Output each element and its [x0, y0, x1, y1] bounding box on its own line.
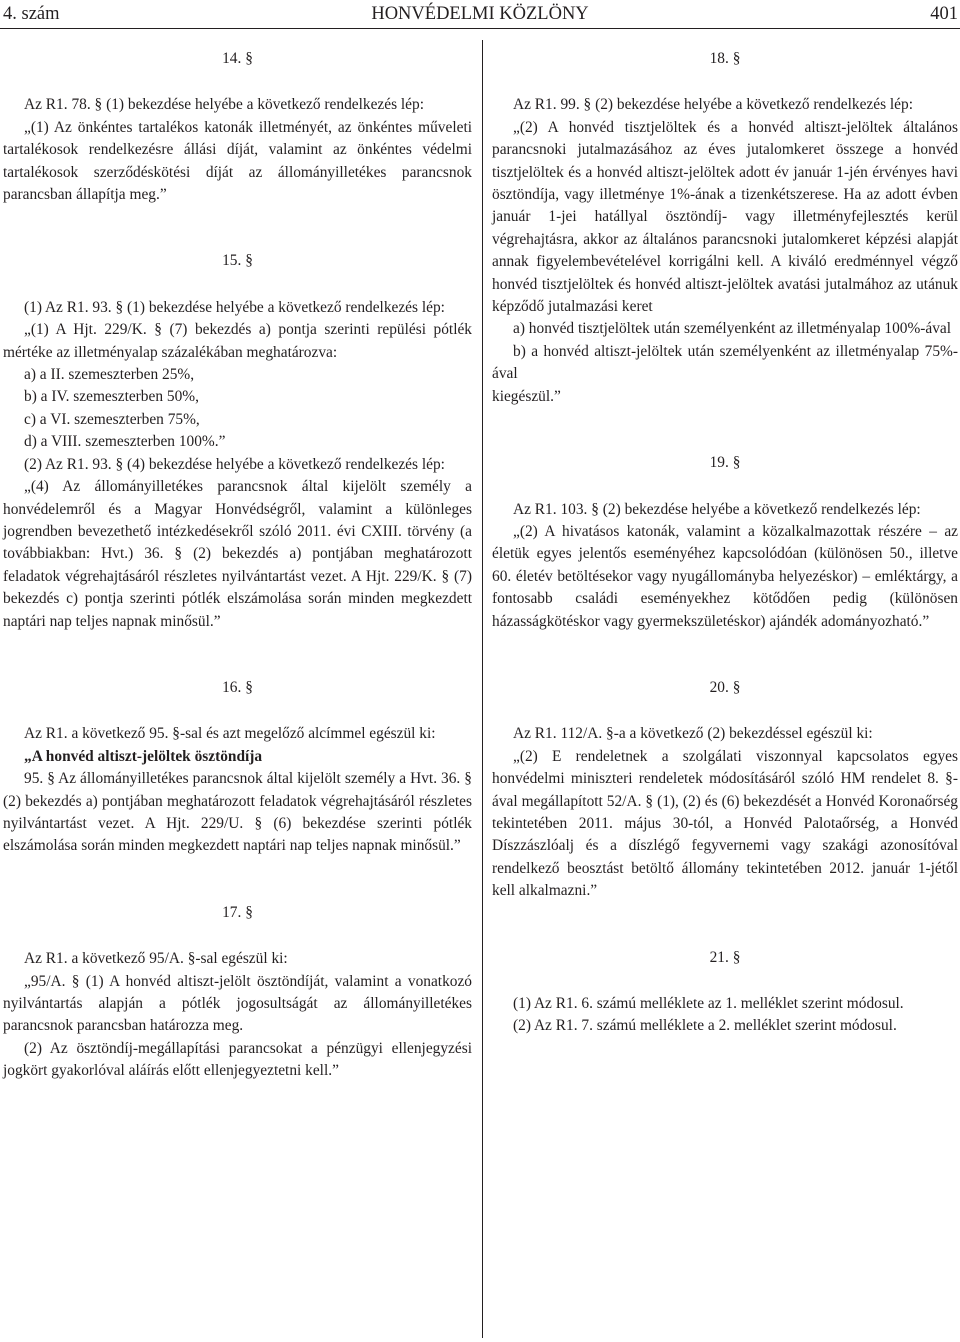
section-20-title: 20. §	[709, 678, 741, 696]
section-21-para-1: (1) Az R1. 6. számú melléklete az 1. melléklet szerint módosul.	[513, 995, 904, 1012]
section-16-intro: Az R1. a következő 95. §-sal és azt megelőző alcímmel egészül ki:	[24, 725, 436, 743]
section-15-para-2-text: „(4) Az állományilletékes parancsnok által kijelölt személy a honvédelemről és a Magyar Honvédségről, valamint a különleges jogrendben bevezethető intézkedésekről szóló 2011. évi CXIII. törvény (a továbbiakban: Hvt.) 36. § (2) bekezdés a) pontjában meghatározott feladatok végrehajtásáról részletes nyilvántartást vezet. A Hjt. 229/K. § (7) bekezdés c) pontja szerinti pótlék elszámolása során minden megkezdett naptári nap teljes napnak minősül.”	[3, 478, 472, 630]
section-17-intro: Az R1. a következő 95/A. §-sal egészül ki:	[24, 950, 288, 968]
section-20-intro: Az R1. 112/A. §-a a következő (2) bekezdéssel egészül ki:	[513, 725, 873, 743]
section-19-intro: Az R1. 103. § (2) bekezdése helyébe a következő rendelkezés lép:	[513, 500, 921, 518]
section-21-para-2: (2) Az R1. 7. számú melléklete a 2. melléklet szerint módosul.	[513, 1017, 897, 1035]
section-20-text: „(2) E rendeletnek a szolgálati viszonnyal kapcsolatos egyes honvédelmi miniszteri rendeletek módosításáról szóló HM rendelet 8. §-ával megállapított 52/A. § (1), (2) és (6) bekezdését a Honvéd Koronaőrség tekintetében 2011. május 30-tól, a Honvéd Palotaőrség, a Honvéd Díszzászlóalj és a díszlégő fegyvernemi vagy szakági azonosítóval rendelkező beosztást betöltő állomány tekintetében 2012. január 1-jétől kell alkalmazni.”	[492, 747, 958, 900]
left-column	[3, 40, 472, 1083]
section-19-title: 19. §	[709, 454, 741, 472]
issue-number: 4. szám	[3, 4, 60, 24]
section-15-text: „(1) A Hjt. 229/K. § (7) bekezdés a) pontja szerinti repülési pótlék mértéke az illetményalap százalékában meghatározva:	[3, 321, 472, 361]
journal-title: HONVÉDELMI KÖZLÖNY	[371, 4, 589, 24]
section-18-item-b: b) a honvéd altiszt-jelöltek után személyenként az illetményalap 75%-ával	[492, 342, 958, 383]
section-18-text: „(2) A honvéd tisztjelöltek és a honvéd altiszt-jelöltek általános parancsnoki jutalmazásához az éves jutalomkeret összege a honvéd tisztjelöltek és a honvéd altiszt-jelöltek adott év január 1-jén érvényes havi ösztöndíja, vagy illetménye 1%-ának a tizenkétszerese. Ha az adott évben január 1-jei hatállyal ösztöndíj- vagy illetményfejlesztés kerül végrehajtásra, akkor az általános parancsnoki jutalomkeret képzési alapját annak figyelembevételével korrigálni kell. A kiváló eredménnyel végző honvéd tisztjelöltek és honvéd altiszt-jelöltek avatási jutalmához az utánuk képződő jutalmazási keret	[492, 118, 958, 316]
section-15-item-c: c) a VI. szemeszterben 75%,	[24, 410, 200, 428]
section-15-item-a: a) a II. szemeszterben 25%,	[24, 366, 195, 384]
header-rule	[0, 28, 960, 29]
page-number: 401	[930, 4, 958, 24]
section-14-title: 14. §	[222, 50, 253, 67]
section-21-title: 21. §	[709, 948, 741, 966]
section-16-subheading: „A honvéd altiszt-jelöltek ösztöndíja	[24, 747, 263, 765]
right-column	[492, 40, 958, 1038]
section-16-text: 95. § Az állományilletékes parancsnok által kijelölt személy a Hvt. 36. § (2) bekezdés a) pontjában meghatározott feladatok végrehajtásáról részletes nyilvántartást vezet. A Hjt. 229/U. § (6) bekezdése szerinti pótlék elszámolása során minden megkezdett naptári nap teljes napnak minősül.”	[3, 770, 472, 855]
section-17-text-2: (2) Az ösztöndíj-megállapítási parancsokat a pénzügyi ellenjegyzési jogkört gyakorlóval aláírás előtt ellenjegyeztetni kell.”	[3, 1039, 472, 1080]
section-19-text: „(2) A hivatásos katonák, valamint a közalkalmazottak részére – az életük egyes jelentős eseményéhez kapcsolódóan (különösen 50., illetve 60. életév betöltésekor vagy nyugállományba helyezéskor) – emléktárgy, a fontosabb családi eseményekhez kötődően pedig (különösen házasságkötéskor vagy gyermekszületéskor) ajándék adományozható.”	[492, 522, 958, 630]
section-14-text: „(1) Az önkéntes tartalékos katonák illetményét, az önkéntes műveleti tartalékosok rendelkezésre állási díját, valamint az önkéntes védelmi tartalékosok szerződéskötési díját az állományilletékes parancsnok parancsban állapítja meg.”	[3, 118, 472, 204]
section-15-intro: (1) Az R1. 93. § (1) bekezdése helyébe a következő rendelkezés lép:	[24, 298, 445, 316]
section-17-title: 17. §	[222, 903, 253, 921]
section-15-para-2-intro: (2) Az R1. 93. § (4) bekezdése helyébe a következő rendelkezés lép:	[24, 455, 445, 473]
column-divider	[482, 40, 483, 1338]
section-17-text-1: „95/A. § (1) A honvéd altiszt-jelölt ösztöndíját, valamint a vonatkozó nyilvántartás alapján a pótlék jogosultságát az állományilletékes parancsnok parancsban határozza meg.	[3, 972, 472, 1035]
section-15-item-b: b) a IV. szemeszterben 50%,	[24, 388, 199, 406]
section-15-title: 15. §	[222, 252, 253, 270]
section-14-intro: Az R1. 78. § (1) bekezdése helyébe a következő rendelkezés lép:	[24, 96, 424, 114]
section-18-intro: Az R1. 99. § (2) bekezdése helyébe a következő rendelkezés lép:	[513, 96, 913, 114]
page-header	[0, 0, 960, 28]
section-18-item-a: a) honvéd tisztjelöltek után személyenként az illetményalap 100%-ával	[513, 320, 952, 338]
section-18-closing: kiegészül.”	[492, 387, 561, 405]
section-15-item-d: d) a VIII. szemeszterben 100%.”	[24, 433, 226, 451]
section-18-title: 18. §	[709, 50, 741, 67]
section-16-title: 16. §	[222, 678, 253, 696]
